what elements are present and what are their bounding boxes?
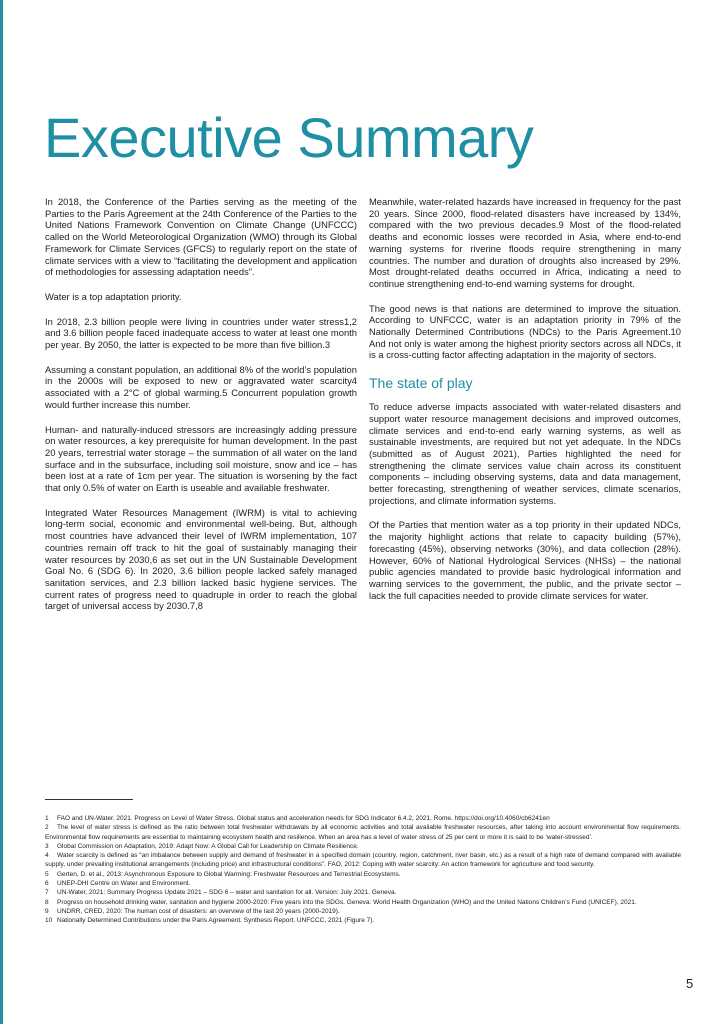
section-heading: The state of play [369,375,473,392]
body-paragraph: Water is a top adaptation priority. [45,290,182,302]
footnote-number: 3 [45,842,49,850]
footnote-number: 10 [45,917,53,925]
footnote-number: 1 [45,815,49,822]
body-paragraph: Of the Parties that mention water as a top priority in their updated NDCs, the majority highlight actions that relate to capacity building (57%), forecasting (45%), observing networks (30%), and data collection (28%). However, 60% of National Hydrological Services (NHSs) – the national public agencies mandated to provide basic hydrological information and warning services to the government, the public, and the private sector – lack the full capacities needed to provide climate services for water. [369,519,681,601]
footnotes [45,799,681,926]
footnote-text: FAO and UN-Water. 2021. Progress on Level of Water Stress. Global status and acceleration needs for SDG Indicator 6.4.2, 2021. Rome. https://doi.org/10.4060/cb6241en [57,815,550,822]
footnote-number: 4 [45,852,49,860]
footnote [45,823,681,842]
page-number: 5 [686,976,694,991]
left-column [45,196,357,625]
footnote [45,870,681,879]
footnote [45,842,681,851]
footnote-text: Gerten, D. et al., 2013: Asynchronous Exposure to Global Warming: Freshwater Resources and Terrestrial Ecosystems. [57,870,401,878]
footnote-text: Water scarcity is defined as “an imbalance between supply and demand of freshwater in a specified domain (country, region, catchment, river basin, etc.) as a result of a high rate of demand compared with available supply, under prevailing institutional arrangements (including price) and infrastructural conditions”. FAO, 2012: Coping with water scarcity: An action framework for agriculture and food security. [45,852,681,869]
footnote-text: The level of water stress is defined as the ratio between total freshwater withdrawals by all economic activities and total available freshwater resources, after taking into account environmental flow requirements. Environmental flow requirements are essential to maintaining ecosystem health and resilience. When an area has a level of water stress of 25 per cent or more it is said to be ‘water-stressed’. [45,824,681,841]
body-paragraph: To reduce adverse impacts associated with water-related disasters and support water resource management decisions and improved outcomes, climate services and end-to-end early warning systems, as well as sustainable investments, are required but not yet adequate. In the NDCs (submitted as of August 2021), Parties highlighted the need for strengthening the climate services value chain across its constituent components – including observing systems, data and data management, better forecasting, strengthening of weather services, climate scenarios, projections, and climate information systems. [369,401,681,506]
body-paragraph: The good news is that nations are determined to improve the situation. According to UNFCCC, water is an adaptation priority in 79% of the Nationally Determined Contributions (NDCs) to the Paris Agreement.10 And not only is water among the highest priority sectors across all NDCs, it is a cross-cutting factor affecting adaptation in the majority of sectors. [369,302,681,361]
footnote-text: UNEP-DHI Centre on Water and Environment. [57,880,191,888]
right-column [369,196,681,614]
body-paragraph: Meanwhile, water-related hazards have increased in frequency for the past 20 years. Since 2000, flood-related disasters have increased by 134%, compared with the two previous decades.9 Most of the flood-related deaths and economic losses were recorded in Asia, where end-to-end warning systems for riverine floods require strengthening in many countries. The number and duration of droughts also increased by 29%. Most drought-related deaths occurred in Africa, indicating a need to continue strengthening end-to-end warning systems for drought. [369,196,681,289]
body-paragraph: In 2018, the Conference of the Parties serving as the meeting of the Parties to the Paris Agreement at the 24th Conference of the Parties to the United Nations Framework Convention on Climate Change (UNFCCC) called on the World Meteorological Organization (WMO) through its Global Framework for Climate Services (GFCS) to regularly report on the state of climate services with a view to “facilitating the development and application of methodologies for assessing adaptation needs”. [45,196,357,278]
body-paragraph: Human- and naturally-induced stressors are increasingly adding pressure on water resources, a key prerequisite for human development. In the past 20 years, terrestrial water storage – the summation of all water on the land surface and in the subsurface, including soil moisture, snow and ice – has been lost at a rate of 1cm per year. The situation is worsening by the fact that only 0.5% of water on Earth is useable and available freshwater. [45,423,357,494]
footnote-text: UNDRR, CRED, 2020: The human cost of disasters: an overview of the last 20 years (2000-2019). [57,907,340,915]
body-paragraph: Integrated Water Resources Management (IWRM) is vital to achieving long-term social, economic and environmental well-being. But, although most countries have advanced their level of IWRM implementation, 107 countries remain off track to hit the goal of sustainably managing their water resources by 2030,6 as set out in the UN Sustainable Development Goal No. 6 (SDG 6). In 2020, 3.6 billion people lacked safely managed sanitation services, and 2.3 billion lacked basic hygiene services. The current rates of progress need to quadruple in order to reach the global target of universal access by 2030.7,8 [45,506,357,612]
footnote-number: 6 [45,880,49,888]
footnote-number: 5 [45,870,49,878]
body-paragraph: In 2018, 2.3 billion people were living in countries under water stress1,2 and 3.6 billion people faced inadequate access to water at least one month per year. By 2050, the latter is expected to be more than five billion.3 [45,315,357,351]
footnote-number: 2 [45,824,49,832]
footnote-text: Progress on household drinking water, sanitation and hygiene 2000-2020: Five years into the SDGs. Geneva: World Health Organization (WHO) and the United Nations Children’s Fund (UNICEF), 2021. [57,898,637,906]
body-paragraph: Assuming a constant population, an additional 8% of the world’s population in the 2000s will be exposed to new or aggravated water scarcity4 associated with a 2°C of global warming.5 Concurrent population growth would further increase this number. [45,363,357,410]
footnote-text: Global Commission on Adaptation, 2019: Adapt Now: A Global Call for Leadership on Climate Resilience. [57,842,359,850]
footnote [45,814,681,823]
footnote-number: 7 [45,889,49,897]
footnote-divider [45,799,133,800]
footnote [45,888,681,897]
page-title: Executive Summary [44,106,534,169]
edge-accent-bar [0,0,3,1024]
footnote [45,851,681,870]
footnote [45,916,681,925]
footnote-text: UN-Water, 2021: Summary Progress Update 2021 – SDG 6 – water and sanitation for all. Version: July 2021. Geneva. [57,889,397,897]
footnote-text: Nationally Determined Contributions under the Paris Agreement. Synthesis Report. UNFCCC, 2021 (Figure 7). [57,917,375,925]
footnote [45,898,681,907]
footnote-number: 8 [45,898,49,906]
footnote [45,907,681,916]
footnote-number: 9 [45,907,49,915]
footnote [45,879,681,888]
